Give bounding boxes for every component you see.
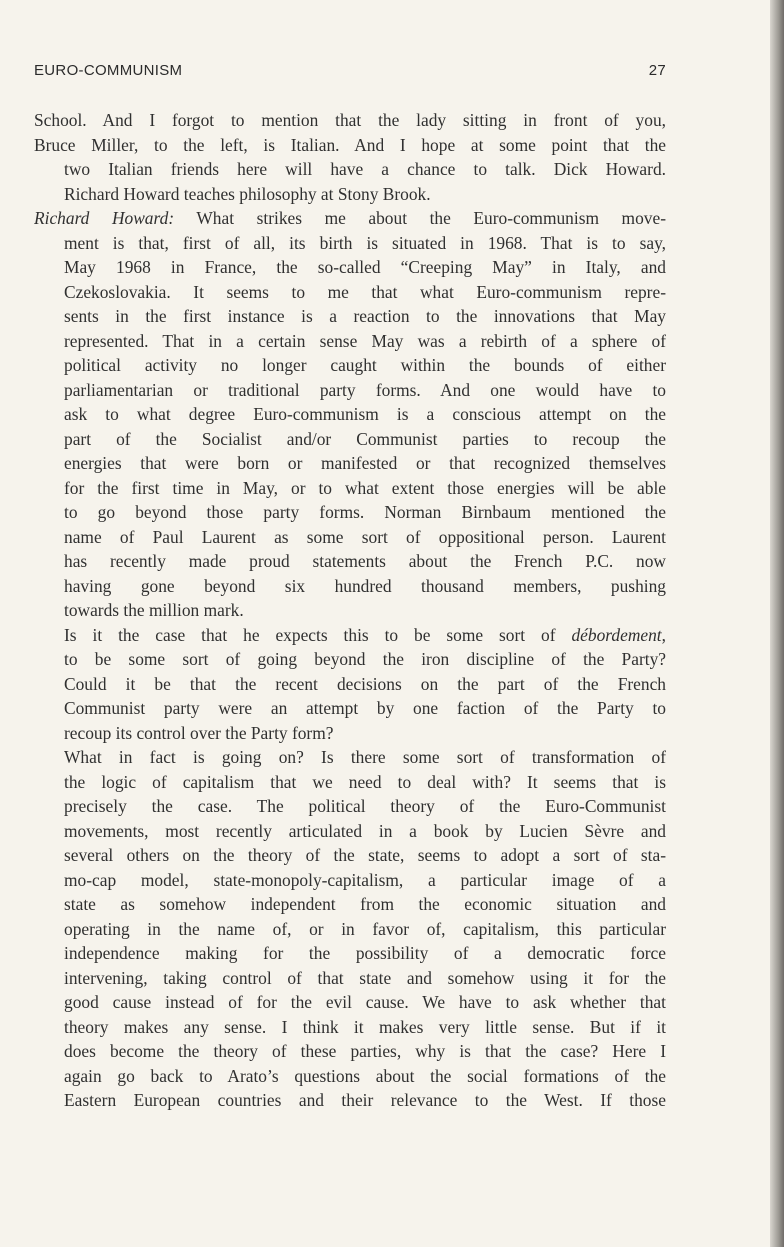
text-line: does become the theory of these parties, why is that the case? Here I xyxy=(64,1041,666,1061)
text-line: Richard Howard teaches philosophy at Stony Brook. xyxy=(64,183,431,204)
text-line: School. And I forgot to mention that the lady sitting in front of you, xyxy=(34,110,666,130)
paragraph xyxy=(34,108,666,206)
text-line: movements, most recently articulated in a book by Lucien Sèvre and xyxy=(64,820,666,841)
text-line: sents in the first instance is a reaction to the innovations that May xyxy=(64,306,666,326)
text-line: towards the million mark. xyxy=(64,600,244,620)
text-line: name of Paul Laurent as some sort of oppositional person. Laurent xyxy=(64,526,666,547)
text-line: energies that were born or manifested or that recognized themselves xyxy=(64,453,666,473)
text-line: Czekoslovakia. It seems to me that what Euro-communism repre- xyxy=(64,281,666,302)
speaker-name: Richard Howard: xyxy=(34,208,175,228)
page-number: 27 xyxy=(648,62,666,79)
text-line: represented. That in a certain sense May was a rebirth of a sphere of xyxy=(64,330,666,351)
paragraph xyxy=(34,623,666,746)
text-line: Communist party were an attempt by one faction of the Party to xyxy=(64,698,666,718)
text-line: having gone beyond six hundred thousand members, pushing xyxy=(64,575,666,596)
body-text xyxy=(34,108,666,1113)
text-line: to be some sort of going beyond the iron discipline of the Party? xyxy=(64,649,666,669)
text-line: two Italian friends here will have a chance to talk. Dick Howard. xyxy=(64,159,666,179)
text-line: Is it the case that he expects this to be some sort of débordement, xyxy=(64,624,666,645)
text-line: mo-cap model, state-monopoly-capitalism, a particular image of a xyxy=(64,869,666,890)
text-line: What in fact is going on? Is there some sort of transformation of xyxy=(64,747,666,767)
text-line: Could it be that the recent decisions on the part of the French xyxy=(64,673,666,694)
text-line: part of the Socialist and/or Communist parties to recoup the xyxy=(64,428,666,449)
text-line: ask to what degree Euro-communism is a conscious attempt on the xyxy=(64,404,666,424)
text-line: Eastern European countries and their relevance to the West. If those xyxy=(64,1090,666,1110)
text-line: ment is that, first of all, its birth is situated in 1968. That is to say, xyxy=(64,232,666,253)
text-line: good cause instead of for the evil cause. We have to ask whether that xyxy=(64,992,666,1012)
text-line: Bruce Miller, to the left, is Italian. And I hope at some point that the xyxy=(34,134,666,155)
text-line: operating in the name of, or in favor of, capitalism, this particular xyxy=(64,918,666,939)
text-line: independence making for the possibility of a democratic force xyxy=(64,943,666,963)
text-line: state as somehow independent from the economic situation and xyxy=(64,894,666,914)
text-line: May 1968 in France, the so-called “Creeping May” in Italy, and xyxy=(64,257,666,277)
text-line: political activity no longer caught within the bounds of either xyxy=(64,355,666,375)
paragraph xyxy=(34,745,666,1113)
text-line: precisely the case. The political theory of the Euro-Communist xyxy=(64,796,666,816)
running-head xyxy=(34,62,666,82)
running-title: EURO-COMMUNISM xyxy=(34,62,183,79)
text-line: Richard Howard: What strikes me about the Euro-communism move- xyxy=(34,208,666,228)
text-line: recoup its control over the Party form? xyxy=(64,722,334,743)
text-line: theory makes any sense. I think it makes very little sense. But if it xyxy=(64,1016,666,1037)
text-line: several others on the theory of the state, seems to adopt a sort of sta- xyxy=(64,845,666,865)
page-edge-shadow xyxy=(770,0,784,1247)
text-line: for the first time in May, or to what extent those energies will be able xyxy=(64,477,666,498)
text-line: to go beyond those party forms. Norman Birnbaum mentioned the xyxy=(64,502,666,522)
text-line: the logic of capitalism that we need to deal with? It seems that is xyxy=(64,771,666,792)
text-line: has recently made proud statements about the French P.C. now xyxy=(64,551,666,571)
paragraph xyxy=(34,206,666,623)
text-line: intervening, taking control of that state and somehow using it for the xyxy=(64,967,666,988)
emphasis: débordement xyxy=(571,624,662,645)
text-line: again go back to Arato’s questions about the social formations of the xyxy=(64,1065,666,1086)
text-line: parliamentarian or traditional party forms. And one would have to xyxy=(64,379,666,400)
